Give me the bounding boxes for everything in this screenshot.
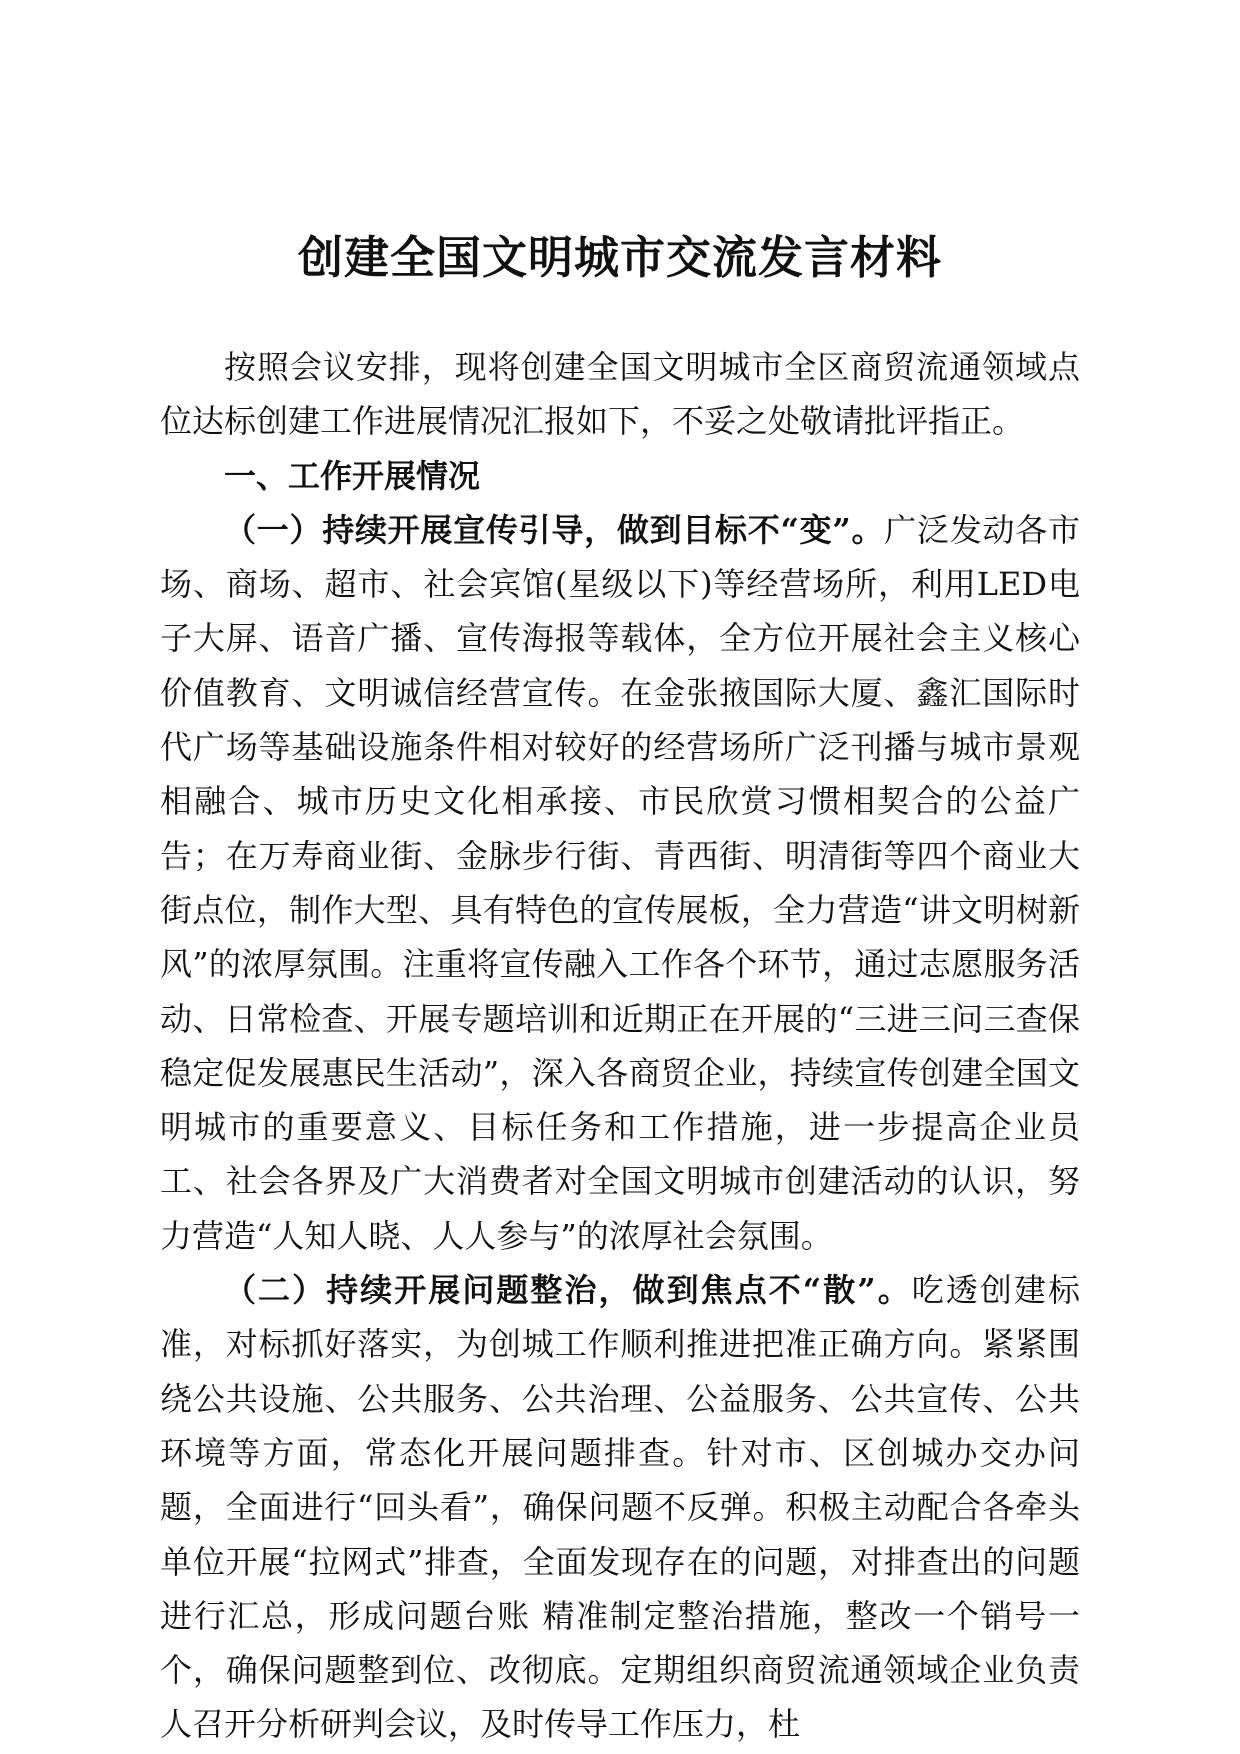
item-1-paragraph — [160, 503, 1080, 1263]
item-2-text: 吃透创建标准，对标抓好落实，为创城工作顺利推进把准正确方向。紧紧围绕公共设施、公共服务、公共治理、公益服务、公共宣传、公共环境等方面，常态化开展问题排查。针对市、区创城办交办问题，全面进行“回头看”，确保问题不反弹。积极主动配合各牵头单位开展“拉网式”排查，全面发现存在的问题，对排查出的问题进行汇总，形成问题台账 精准制定整治措施，整改一个销号一个，确保问题整到位、改彻底。定期组织商贸流通领域企业负责人召开分析研判会议，及时传导工作压力，杜 — [160, 1271, 1080, 1744]
document-title: 创建全国文明城市交流发言材料 — [297, 231, 942, 284]
item-1-lead: （一）持续开展宣传引导，做到目标不“变”。 — [224, 510, 885, 549]
item-2-lead: （二）持续开展问题整治，做到焦点不“散”。 — [224, 1271, 912, 1310]
section-heading: 一、工作开展情况 — [224, 456, 481, 495]
intro-paragraph: 按照会议安排，现将创建全国文明城市全区商贸流通领域点位达标创建工作进展情况汇报如下，不妥之处敬请批评指正。 — [160, 348, 1080, 441]
item-1-text: 广泛发动各市场、商场、超市、社会宾馆(星级以下)等经营场所，利用LED电子大屏、语音广播、宣传海报等载体，全方位开展社会主义核心价值教育、文明诚信经营宣传。在金张掖国际大厦、鑫汇国际时代广场等基础设施条件相对较好的经营场所广泛刊播与城市景观相融合、城市历史文化相承接、市民欣赏习惯相契合的公益广告；在万寿商业街、金脉步行街、青西街、明清街等四个商业大街点位，制作大型、具有特色的宣传展板，全力营造“讲文明树新风”的浓厚氛围。注重将宣传融入工作各个环节，通过志愿服务活动、日常检查、开展专题培训和近期正在开展的“三进三问三查保稳定促发展惠民生活动”，深入各商贸企业，持续宣传创建全国文明城市的重要意义、目标任务和工作措施，进一步提高企业员工、社会各界及广大消费者对全国文明城市创建活动的认识，努力营造“人知人晓、人人参与”的浓厚社会氛围。 — [160, 510, 1080, 1255]
document-body — [160, 340, 1080, 1752]
item-2-paragraph — [160, 1263, 1080, 1752]
